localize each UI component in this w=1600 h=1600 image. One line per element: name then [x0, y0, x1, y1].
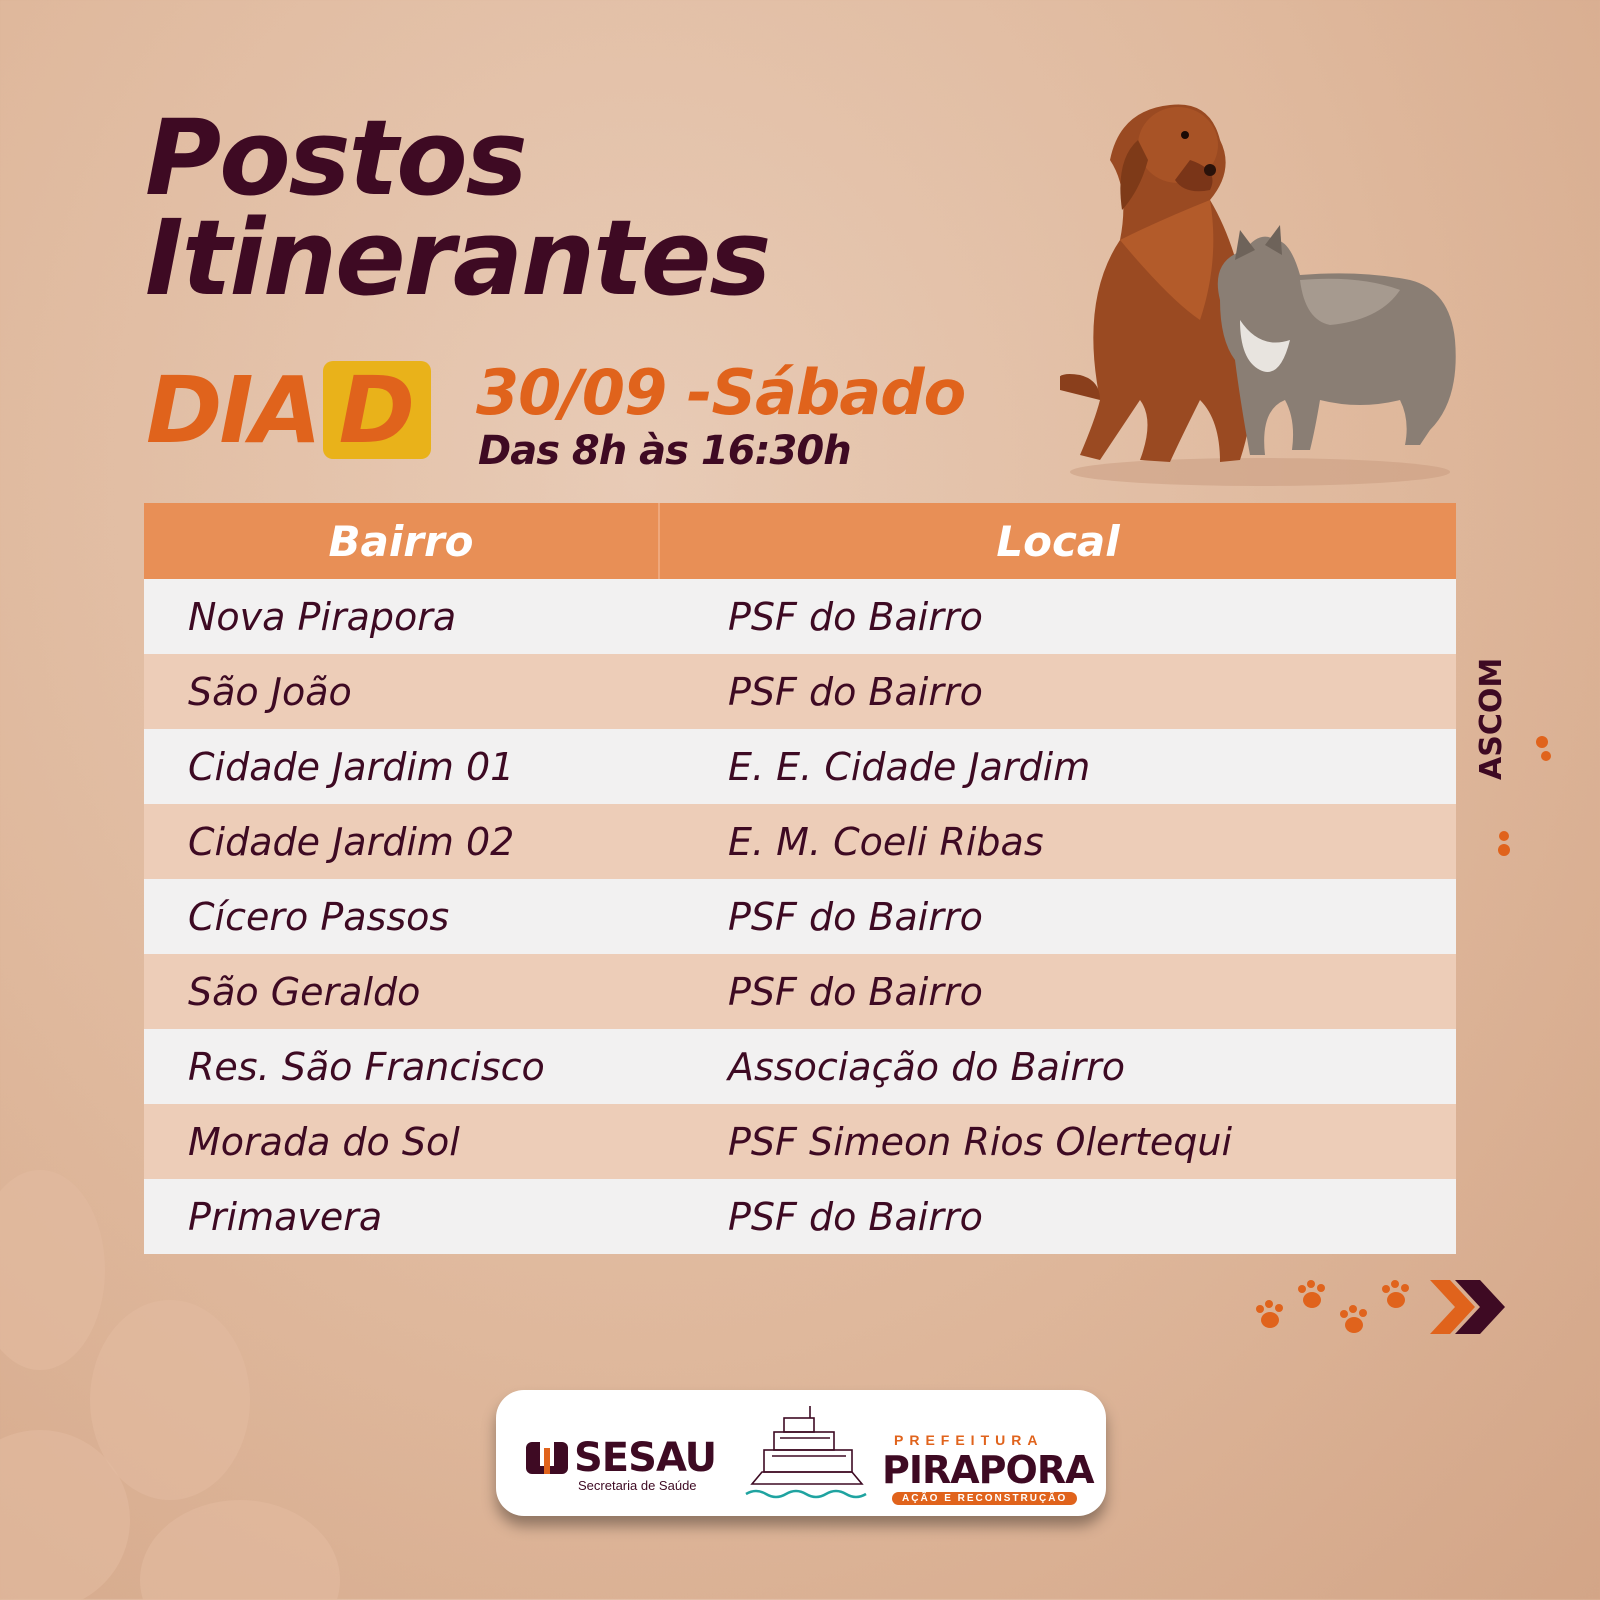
dia-label: DIA — [146, 356, 319, 464]
sesau-logo — [524, 1435, 717, 1481]
page-title — [145, 97, 770, 319]
prefeitura-tagline: AÇÃO E RECONSTRUÇÃO — [892, 1492, 1077, 1505]
cell-bairro: Cidade Jardim 01 — [188, 744, 515, 789]
dia-d-logo — [146, 356, 431, 464]
event-date: 30/09 -Sábado — [476, 356, 966, 429]
cell-bairro: Cidade Jardim 02 — [188, 819, 515, 864]
cell-local: Associação do Bairro — [728, 1044, 1125, 1089]
cell-bairro: Res. São Francisco — [188, 1044, 545, 1089]
table-row — [144, 804, 1456, 879]
locations-table — [144, 503, 1456, 1254]
table-row — [144, 654, 1456, 729]
cell-local: PSF do Bairro — [728, 969, 983, 1014]
prefeitura-label: PREFEITURA — [894, 1432, 1044, 1448]
paw-prints-icon — [1250, 1275, 1520, 1345]
event-hours: Das 8h às 16:30h — [478, 428, 851, 474]
cell-local: PSF Simeon Rios Olertequi — [728, 1119, 1233, 1164]
cell-local: PSF do Bairro — [728, 594, 983, 639]
table-header — [144, 503, 1456, 579]
title-line-1: Postos — [145, 97, 526, 219]
cell-local: E. M. Coeli Ribas — [728, 819, 1044, 864]
d-box — [323, 356, 431, 464]
double-chevron-icon — [1430, 1280, 1505, 1334]
cell-local: PSF do Bairro — [728, 669, 983, 714]
footer-logos — [496, 1390, 1106, 1516]
cell-bairro: Nova Pirapora — [188, 594, 457, 639]
cell-local: PSF do Bairro — [728, 894, 983, 939]
ship-icon — [742, 1404, 872, 1504]
column-header-local: Local — [996, 516, 1120, 566]
cell-bairro: São Geraldo — [188, 969, 421, 1014]
dog-cat-image — [1060, 100, 1470, 490]
cell-bairro: Morada do Sol — [188, 1119, 460, 1164]
table-row — [144, 1104, 1456, 1179]
city-name: PIRAPORA — [882, 1448, 1094, 1492]
sesau-logo-icon — [524, 1438, 574, 1478]
table-row — [144, 879, 1456, 954]
d-label: D — [338, 356, 415, 464]
table-row — [144, 1179, 1456, 1254]
title-line-2: Itinerantes — [145, 197, 770, 319]
table-row — [144, 579, 1456, 654]
cell-bairro: Primavera — [188, 1194, 383, 1239]
table-row — [144, 729, 1456, 804]
cell-bairro: São João — [188, 669, 352, 714]
sesau-name: SESAU — [574, 1435, 717, 1481]
table-row — [144, 1029, 1456, 1104]
ascom-logo-text: ASCOM — [1474, 657, 1509, 780]
cell-local: E. E. Cidade Jardim — [728, 744, 1091, 789]
sesau-subtitle: Secretaria de Saúde — [578, 1478, 697, 1493]
column-header-bairro: Bairro — [144, 503, 660, 579]
cell-bairro: Cícero Passos — [188, 894, 450, 939]
table-row — [144, 954, 1456, 1029]
cell-local: PSF do Bairro — [728, 1194, 983, 1239]
